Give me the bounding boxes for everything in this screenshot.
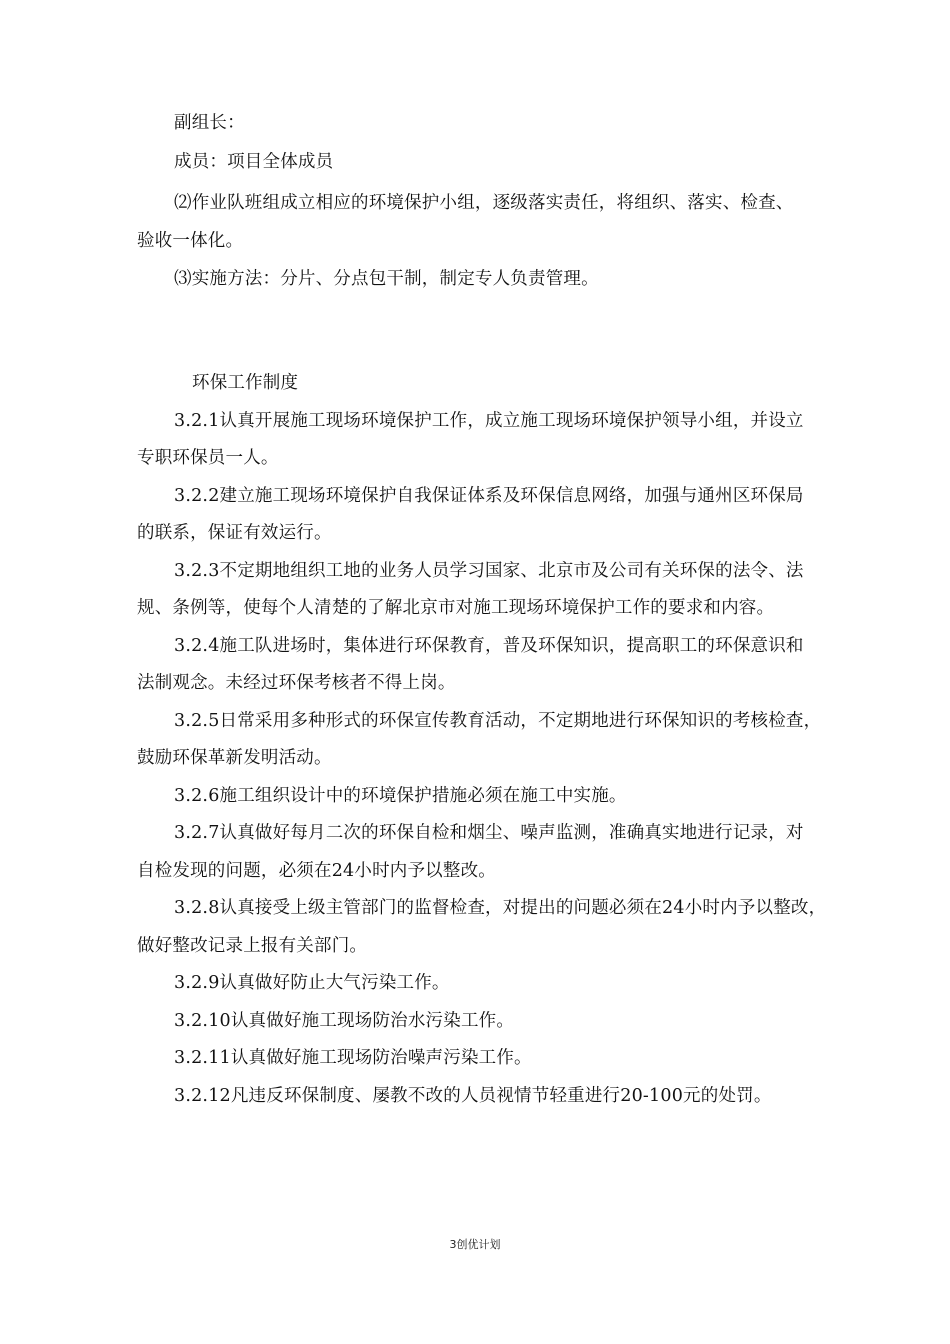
rule-3-2-8-line2: 做好整改记录上报有关部门。 bbox=[137, 936, 368, 956]
deputy-leader-line: 副组长： bbox=[174, 113, 245, 133]
rule-3-2-8-line1: 3.2.8认真接受上级主管部门的监督检查，对提出的问题必须在24小时内予以整改， bbox=[174, 898, 827, 918]
rule-3-2-3-line2: 规、条例等，使每个人清楚的了解北京市对施工现场环境保护工作的要求和内容。 bbox=[137, 598, 775, 618]
section-title: 环保工作制度 bbox=[192, 373, 299, 393]
rule-3-2-10-line1: 3.2.10认真做好施工现场防治水污染工作。 bbox=[174, 1011, 515, 1031]
rule-3-2-2-line1: 3.2.2建立施工现场环境保护自我保证体系及环保信息网络，加强与通州区环保局 bbox=[174, 486, 804, 506]
rule-3-2-3-line1: 3.2.3不定期地组织工地的业务人员学习国家、北京市及公司有关环保的法令、法 bbox=[174, 561, 804, 581]
rule-3-2-1-line2: 专职环保员一人。 bbox=[137, 448, 279, 468]
members-line: 成员：项目全体成员 bbox=[174, 152, 334, 172]
rule-3-2-4-line2: 法制观念。未经过环保考核者不得上岗。 bbox=[137, 673, 456, 693]
rule-3-2-5-line2: 鼓励环保革新发明活动。 bbox=[137, 748, 332, 768]
rule-3-2-12-line1: 3.2.12凡违反环保制度、屡教不改的人员视情节轻重进行20-100元的处罚。 bbox=[174, 1086, 772, 1106]
rule-3-2-7-line2: 自检发现的问题，必须在24小时内予以整改。 bbox=[137, 861, 496, 881]
rule-3-2-5-line1: 3.2.5日常采用多种形式的环保宣传教育活动，不定期地进行环保知识的考核检查， bbox=[174, 711, 822, 731]
rule-3-2-2-line2: 的联系，保证有效运行。 bbox=[137, 523, 332, 543]
rule-3-2-9-line1: 3.2.9认真做好防止大气污染工作。 bbox=[174, 973, 450, 993]
rule-3-2-1-line1: 3.2.1认真开展施工现场环境保护工作，成立施工现场环境保护领导小组，并设立 bbox=[174, 411, 804, 431]
rule-3-2-7-line1: 3.2.7认真做好每月二次的环保自检和烟尘、噪声监测，准确真实地进行记录，对 bbox=[174, 823, 804, 843]
rule-3-2-4-line1: 3.2.4施工队进场时，集体进行环保教育，普及环保知识，提高职工的环保意识和 bbox=[174, 636, 804, 656]
org-item-3-line1: ⑶实施方法：分片、分点包干制，制定专人负责管理。 bbox=[174, 269, 599, 289]
rule-3-2-11-line1: 3.2.11认真做好施工现场防治噪声污染工作。 bbox=[174, 1048, 532, 1068]
org-item-2-line2: 验收一体化。 bbox=[137, 231, 244, 251]
page-footer: 3创优计划 bbox=[449, 1238, 501, 1251]
rule-3-2-6-line1: 3.2.6施工组织设计中的环境保护措施必须在施工中实施。 bbox=[174, 786, 627, 806]
org-item-2-line1: ⑵作业队班组成立相应的环境保护小组，逐级落实责任，将组织、落实、检查、 bbox=[174, 193, 794, 213]
